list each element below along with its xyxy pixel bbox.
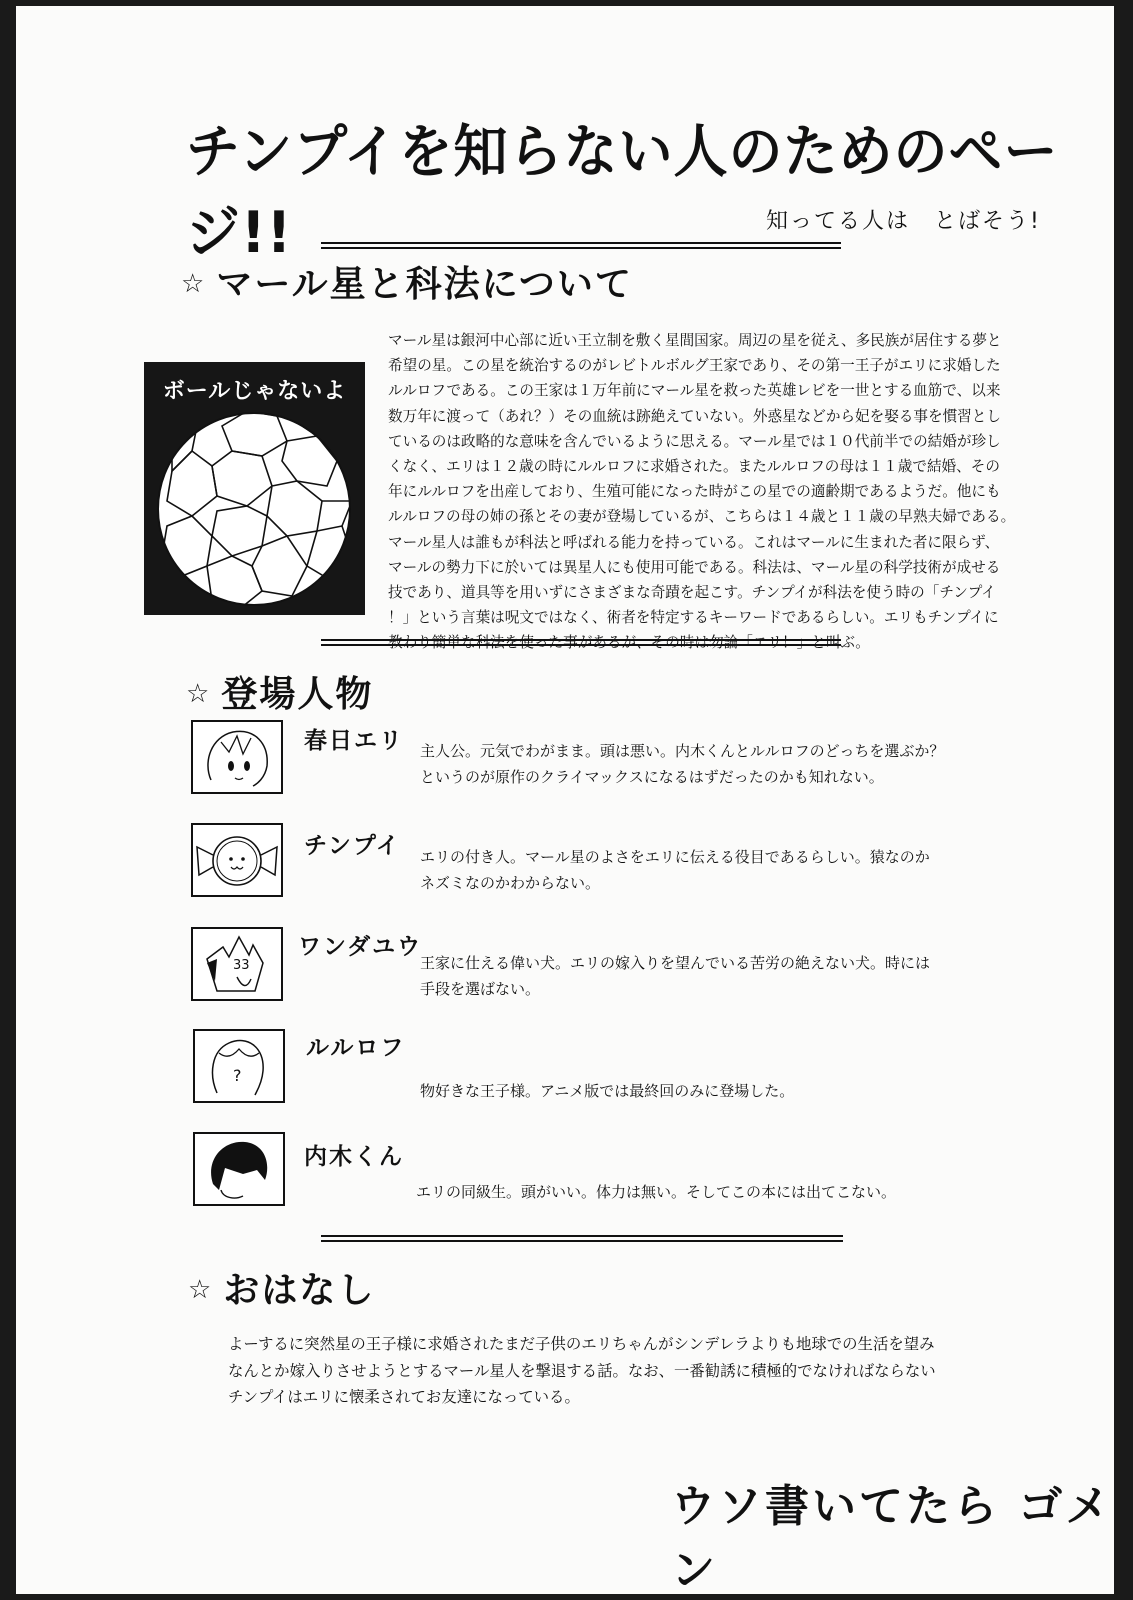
- boy-face-icon: [195, 1134, 283, 1204]
- character-portrait-uchiki: [193, 1132, 285, 1206]
- ball-illustration: [144, 362, 365, 615]
- footer-apology: ウソ書いてたら ゴメン: [671, 1481, 1113, 1596]
- character-desc: 主人公。元気でわがまま。頭は悪い。内木くんとルルロフのどっちを選ぶか？ というのが原作のクライマックスになるはずだったのかも知れない。: [420, 742, 945, 786]
- divider: [321, 639, 841, 646]
- character-desc: 王家に仕える偉い犬。エリの嫁入りを望んでいる苦労の絶えない犬。時には 手段を選ばない。: [420, 954, 931, 998]
- story-paragraph: よーするに突然星の王子様に求婚されたまだ子供のエリちゃんがシンデレラよりも地球での生活を望み なんとか嫁入りさせようとするマール星人を撃退する話。なお、一番勧誘に積極的でなければならない チンプイはエリに懐柔されてお友達になっている。: [228, 1335, 936, 1406]
- star-icon: ☆: [181, 269, 207, 299]
- character-portrait-eri: [191, 720, 283, 794]
- skip-note: 知ってる人は とばそう!: [766, 209, 1041, 234]
- eri-face-icon: [193, 722, 281, 792]
- section-heading-characters: ☆ 登場人物: [186, 674, 374, 715]
- ball-caption: ボールじゃないよ: [162, 379, 347, 404]
- character-name: 内木くん: [304, 1144, 404, 1170]
- character-portrait-rururofu: [193, 1029, 285, 1103]
- planet-paragraph: マール星は銀河中心部に近い王立制を敷く星間国家。周辺の星を従え、多民族が居住する夢と 希望の星。この星を統治するのがレビトルボルグ王家であり、その第一王子がエリに求婚した ルルロフである。この王家は１万年前にマール星を救った英雄レビを一世とする血筋で、以来 数万年に渡って（あれ？）その血統は跡絶えていない。外惑星などから妃を娶る事を慣習とし ているのは政略的な意味を含んでいるように思える。マール星では１０代前半での結婚が珍し くなく、エリは１２歳の時にルルロフに求婚された。またルルロフの母は１１歳で結婚、その 年にルルロフを出産しており、生殖可能になった時がこの星での適齢期であるようだ。他にも ルルロフの母の姉の孫とその妻が登場しているが、こちらは１４歳と１１歳の早熟夫婦である。 マール星人は誰もが科法と呼ばれる能力を持っている。これはマールに生まれた者に限らず、 マールの勢力下に於いては異星人にも使用可能である。科法は、マール星の科学技術が成せる 技であり、道具等を用いずにさまざまな奇蹟を起こす。チンプイが科法を使う時の「チンプイ ！」という言葉は呪文ではなく、術者を特定するキーワードであるらしい。エリもチンプイに 教わり簡単な科法を使った事があるが、その時は勿論「エリ！」と叫ぶ。: [388, 332, 1016, 652]
- section-heading-story: ☆ おはなし: [188, 1270, 376, 1311]
- soccer-ball-icon: [152, 406, 357, 611]
- divider: [321, 242, 841, 249]
- prince-face-icon: [195, 1031, 283, 1101]
- svg-text:?: ?: [233, 1066, 242, 1085]
- character-name: ルルロフ: [306, 1035, 406, 1061]
- character-desc: 物好きな王子様。アニメ版では最終回のみに登場した。: [420, 1082, 795, 1100]
- section-heading-planet: ☆ マール星と科法について: [181, 264, 633, 305]
- character-name: チンプイ: [304, 833, 401, 859]
- star-icon: ☆: [186, 679, 212, 709]
- svg-text:33: 33: [233, 958, 250, 973]
- star-icon: ☆: [188, 1275, 214, 1305]
- chinpui-face-icon: [193, 825, 281, 895]
- character-portrait-chinpui: [191, 823, 283, 897]
- page-title: チンプイを知らない人のためのページ!!: [186, 118, 1059, 266]
- dog-face-icon: [193, 929, 281, 999]
- divider: [321, 1235, 843, 1242]
- manga-page: [16, 6, 1114, 1594]
- character-name: ワンダユウ: [298, 934, 423, 960]
- character-desc: エリの同級生。頭がいい。体力は無い。そしてこの本には出てこない。: [416, 1183, 897, 1201]
- character-portrait-wandayuu: [191, 927, 283, 1001]
- character-desc: エリの付き人。マール星のよさをエリに伝える役目であるらしい。猿なのか ネズミなのかわからない。: [420, 848, 930, 892]
- character-name: 春日エリ: [304, 728, 404, 754]
